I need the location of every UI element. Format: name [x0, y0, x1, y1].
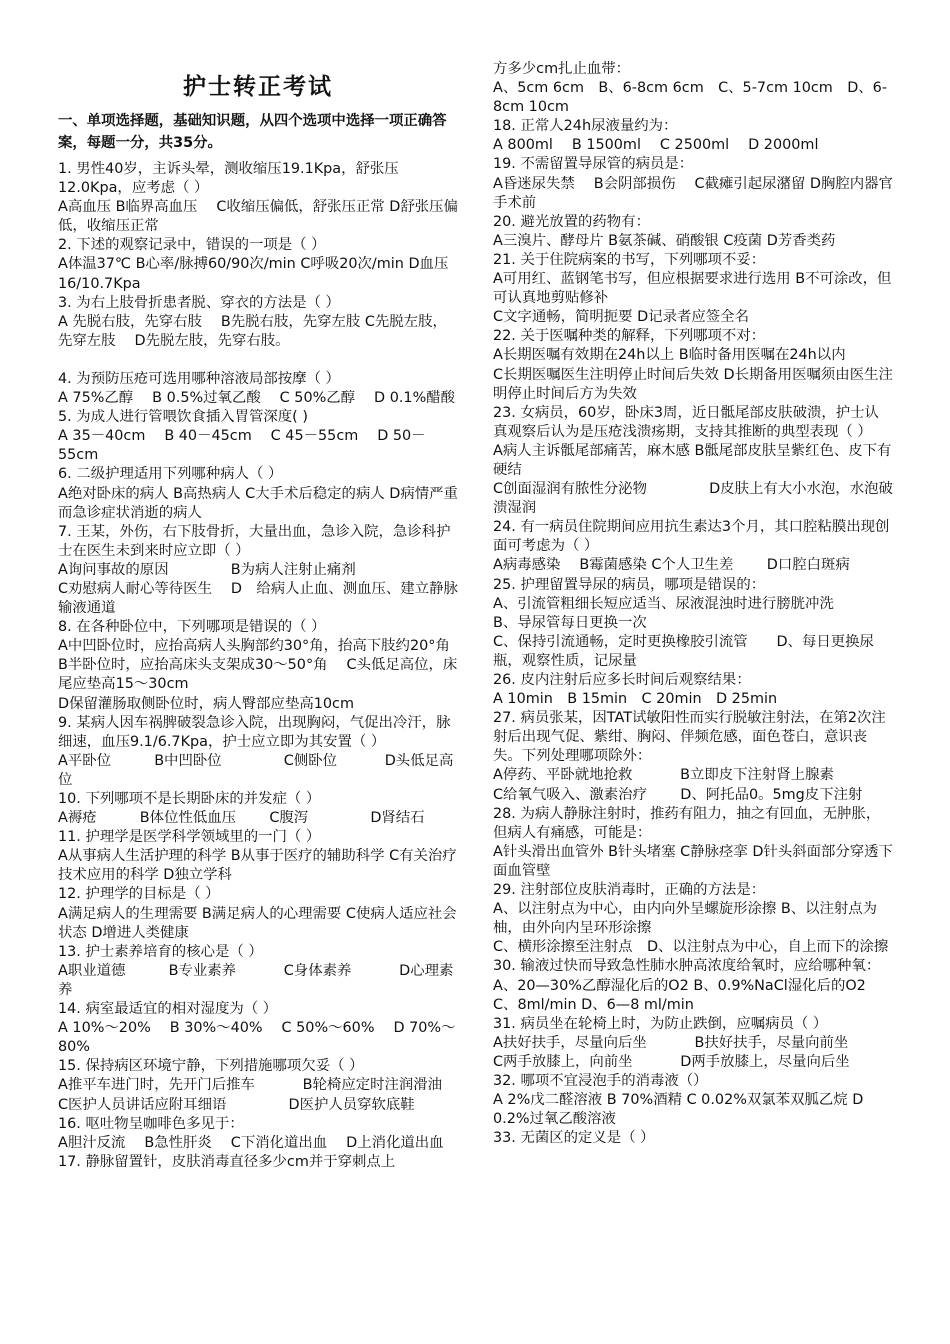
answer-options: A中凹卧位时，应抬高病人头胸部约30°角，抬高下肢约20°角 [58, 638, 450, 655]
question-text: 21. 关于住院病案的书写，下列哪项不妥： [493, 251, 766, 268]
answer-options: A 75%乙醇 B 0.5%过氧乙酸 C 50%乙醇 D 0.1%醋酸 [58, 390, 456, 407]
answer-options: C创面湿润有脓性分泌物 D皮肤上有大小水泡，水泡破溃湿润 [493, 481, 893, 517]
answer-options: A停药、平卧就地抢救 B立即皮下注射肾上腺素 [493, 767, 834, 784]
answer-options: A病毒感染 B霉菌感染 C个人卫生差 D口腔白斑病 [493, 557, 850, 574]
answer-options: A、引流管粗细长短应适当、尿液混浊时进行膀胱冲洗 [493, 595, 834, 612]
blank-line [58, 351, 458, 370]
answer-options: C两手放膝上，向前坐 D两手放膝上，尽量向后坐 [493, 1053, 850, 1070]
section-header: 一、单项选择题，基础知识题，从四个选项中选择一项正确答案，每题一分，共35分。 [58, 113, 447, 151]
answer-options: A推平车进门时，先开门后推车 B轮椅应定时注润滑油 [58, 1077, 443, 1094]
question-text: 4. 为预防压疮可选用哪种溶液局部按摩（ ） [58, 370, 340, 387]
answer-options: A褥疮 B体位性低血压 C腹泻 D肾结石 [58, 810, 425, 827]
question-text: 26. 皮内注射后应多长时间后观察结果： [493, 672, 751, 688]
answer-options: A体温37℃ B心率/脉搏60/90次/min C呼吸20次/min D血压16/10.7Kpa [58, 256, 449, 292]
answer-options: C劝慰病人耐心等待医生 D 给病人止血、测血压、建立静脉输液通道 [58, 580, 458, 617]
right-question-list [493, 60, 893, 1148]
answer-options: A 先脱右肢，先穿右肢 B先脱右肢，先穿左肢 C先脱左肢，先穿左肢 D先脱左肢，先穿右肢。 [58, 313, 447, 349]
answer-options: B、导尿管每日更换一次 [493, 614, 647, 631]
question-text: 27. 病员张某，因TAT试敏阳性而实行脱敏注射法，在第2次注射后出现气促、紫绀、胸闷、伴频危感，面色苍白，意识丧失。下列处理哪项除外： [493, 710, 886, 765]
question-text: 17. 静脉留置针，皮肤消毒直径多少cm并于穿刺点上 [58, 1153, 396, 1170]
question-text: 11. 护理学是医学科学领域里的一门（ ） [58, 829, 321, 846]
answer-options: C医护人员讲话应附耳细语 D医护人员穿软底鞋 [58, 1096, 415, 1113]
question-text: 13. 护士素养培育的核心是（ ） [58, 943, 263, 960]
left-question-list [58, 160, 458, 1172]
answer-options: A可用红、蓝钢笔书写，但应根据要求进行选用 B不可涂改，但可认真地剪贴修补 [493, 271, 892, 307]
question-text: 28. 为病人静脉注射时，推药有阻力，抽之有回血，无肿胀，但病人有痛感，可能是： [493, 805, 881, 841]
answer-options: A绝对卧床的病人 B高热病人 C大手术后稳定的病人 D病情严重而急诊症状消逝的病人 [58, 485, 458, 521]
question-text: 33. 无菌区的定义是（ ） [493, 1130, 655, 1147]
question-text: 31. 病员坐在轮椅上时，为防止跌倒，应嘱病员（ ） [493, 1015, 828, 1032]
question-text: 2. 下述的观察记录中，错误的一项是（ ） [58, 237, 326, 254]
question-text: 24. 有一病员住院期间应用抗生素达3个月，其口腔粘膜出现创面可考虑为（ ） [493, 519, 890, 555]
answer-options: A职业道德 B专业素养 C身体素养 D心理素养 [58, 962, 454, 998]
answer-options: A平卧位 B中凹卧位 C侧卧位 D头低足高位 [58, 752, 454, 788]
answer-options: A高血压 B临界高血压 C收缩压偏低，舒张压正常 D舒张压偏低，收缩压正常 [58, 199, 458, 235]
answer-options: A病人主诉骶尾部痛苦，麻木感 B骶尾部皮肤呈紫红色、皮下有硬结 [493, 442, 892, 478]
answer-options: A、20—30%乙醇湿化后的O2 B、0.9%NaCl湿化后的O2 C、8ml/min D、6—8 ml/min [493, 977, 866, 1013]
answer-options: A满足病人的生理需要 B满足病人的心理需要 C使病人适应社会状态 D增进人类健康 [58, 905, 457, 941]
answer-options: A 35－40cm B 40－45cm C 45－55cm D 50－55cm [58, 428, 426, 464]
answer-options: B半卧位时，应抬高床头支架成30～50°角 C头低足高位，床尾应垫高15～30cm [58, 657, 458, 693]
question-text: 30. 输液过快而导致急性肺水肿高浓度给氧时，应给哪种氧： [493, 958, 881, 975]
answer-options: A从事病人生活护理的科学 B从事于医疗的辅助科学 C有关治疗技术应用的科学 D独立学科 [58, 848, 457, 884]
question-text: 20. 避光放置的药物有： [493, 213, 650, 230]
answer-options: A扶好扶手，尽量向后坐 B扶好扶手，尽量向前坐 [493, 1034, 849, 1051]
answer-options: A 10min B 15min C 20min D 25min [493, 691, 778, 708]
question-text: 8. 在各种卧位中，下列哪项是错误的（ ） [58, 619, 326, 636]
question-text: 10. 下列哪项不是长期卧床的并发症（ ） [58, 791, 321, 807]
question-text: 14. 病室最适宜的相对湿度为（ ） [58, 1001, 278, 1018]
question-text: 12. 护理学的目标是（ ） [58, 886, 220, 903]
answer-options: A、5cm 6cm B、6-8cm 6cm C、5-7cm 10cm D、6-8cm 10cm [493, 80, 888, 116]
question-text: 15. 保持病区环境宁静，下列措施哪项欠妥（ ） [58, 1058, 364, 1075]
exam-title: 护士转正考试 [183, 73, 333, 100]
answer-options: A 10%～20% B 30%～40% C 50%～60% D 70%～80% [58, 1020, 456, 1056]
question-text: 3. 为右上肢骨折患者脱、穿衣的方法是（ ） [58, 294, 340, 311]
question-text: 方多少cm扎止血带： [493, 61, 631, 77]
question-text: 7. 王某，外伤，右下肢骨折，大量出血，急诊入院，急诊科护士在医生未到来时应立即（ ） [58, 523, 451, 559]
answer-options: C文字通畅，简明扼要 D记录者应签全名 [493, 309, 749, 326]
question-text: 9. 某病人因车祸脾破裂急诊入院，出现胸闷，气促出冷汗，脉细速，血压9.1/6.7Kpa，护士应立即为其安置（ ） [58, 714, 451, 750]
question-text: 32. 哪项不宜浸泡手的消毒液（） [493, 1072, 708, 1089]
answer-options: A三溴片、酵母片 B氨茶碱、硝酸银 C疫菌 D芳香类药 [493, 232, 836, 249]
answer-options: C、横形涂擦至注射点 D、以注射点为中心，自上而下的涂擦 [493, 939, 889, 956]
answer-options: A、以注射点为中心，由内向外呈螺旋形涂擦 B、以注射点为柚，由外向内呈环形涂擦 [493, 901, 878, 937]
question-text: 22. 关于医嘱种类的解释，下列哪项不对： [493, 328, 766, 345]
answer-options: D保留灌肠取侧卧位时，病人臀部应垫高10cm [58, 695, 354, 712]
question-text: 29. 注射部位皮肤消毒时，正确的方法是： [493, 882, 766, 899]
question-text: 5. 为成人进行管喂饮食插入胃管深度( ) [58, 409, 308, 426]
answer-options: C、保持引流通畅，定时更换橡胶引流管 D、每日更换尿瓶，观察性质，记尿量 [493, 633, 874, 669]
answer-options: A长期医嘱有效期在24h以上 B临时备用医嘱在24h以内 [493, 347, 846, 364]
answer-options: A询问事故的原因 B为病人注射止痛剂 [58, 561, 356, 578]
answer-options: A 800ml B 1500ml C 2500ml D 2000ml [493, 137, 819, 154]
question-text: 16. 呕吐物呈咖啡色多见于： [58, 1115, 244, 1132]
question-text: 18. 正常人24h尿液量约为： [493, 118, 678, 135]
answer-options: C给氧气吸入、激素治疗 D、阿托品0。5mg皮下注射 [493, 786, 863, 803]
question-text: 23. 女病员，60岁，卧床3周，近日骶尾部皮肤破溃，护士认真观察后认为是压疮浅溃疡期，支持其推断的典型表现（ ） [493, 404, 879, 440]
question-text: 25. 护理留置导尿的病员，哪项是错误的： [493, 576, 766, 593]
answer-options: A针头滑出血管外 B针头堵塞 C静脉痉挛 D针头斜面部分穿透下面血管壁 [493, 843, 893, 879]
answer-options: A 2%戊二醛溶液 B 70%酒精 C 0.02%双氯苯双胍乙烷 D 0.2%过氧乙酸溶液 [493, 1092, 864, 1128]
question-text: 19. 不需留置导尿管的病员是： [493, 156, 694, 173]
answer-options: A胆汁反流 B急性肝炎 C下消化道出血 D上消化道出血 [58, 1134, 444, 1151]
answer-options: C长期医嘱医生注明停止时间后失效 D长期备用医嘱须由医生注明停止时间后方为失效 [493, 366, 893, 402]
answer-options: A昏迷尿失禁 B会阴部损伤 C截瘫引起尿潴留 D胸腔内器官手术前 [493, 175, 893, 211]
question-text: 6. 二级护理适用下列哪种病人（ ） [58, 466, 283, 483]
question-text: 1. 男性40岁，主诉头晕，测收缩压19.1Kpa，舒张压12.0Kpa，应考虑（ ） [58, 161, 399, 197]
